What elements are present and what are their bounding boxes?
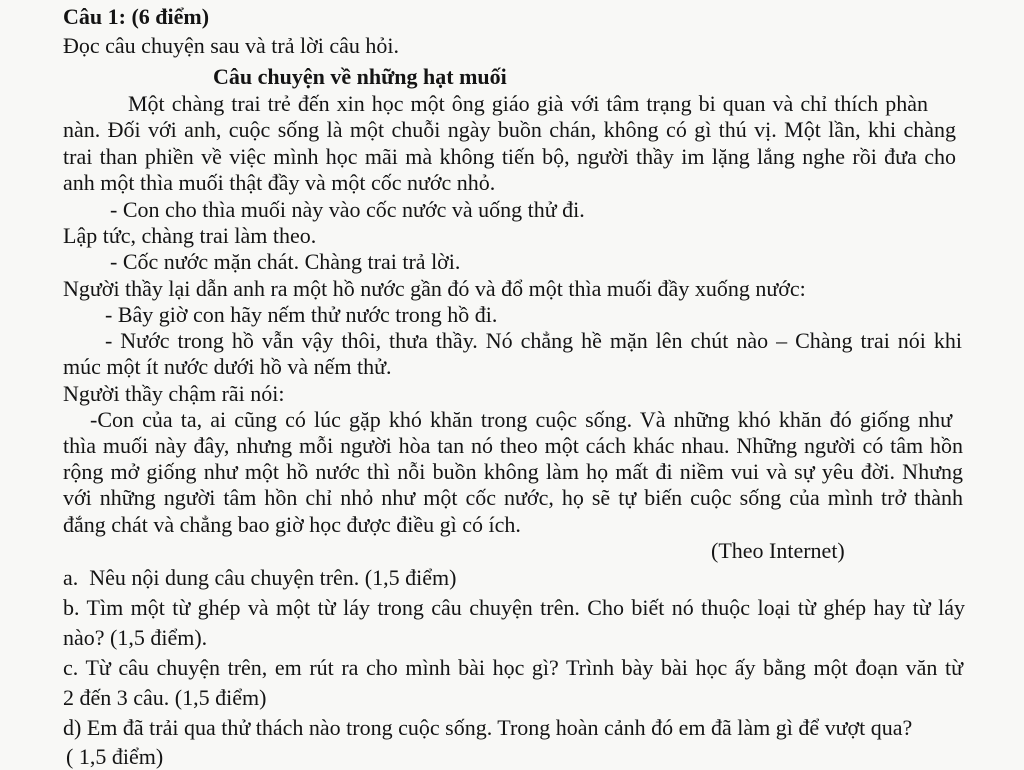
question-b: b. Tìm một từ ghép và một từ láy trong câu chuyện trên. Cho biết nó thuộc loại từ ghép hay từ láy — [63, 595, 965, 620]
story-dialogue-line: - Con cho thìa muối này vào cốc nước và uống thử đi. — [110, 197, 585, 222]
story-dialogue-line: - Cốc nước mặn chát. Chàng trai trả lời. — [110, 249, 461, 274]
story-line: Người thầy lại dẫn anh ra một hồ nước gần đó và đổ một thìa muối đầy xuống nước: — [63, 276, 806, 301]
story-line: thìa muối này đây, nhưng mỗi người hòa tan nó theo một cách khác nhau. Những người có tâm hồn — [63, 433, 963, 458]
question-c-continuation: 2 đến 3 câu. (1,5 điểm) — [63, 685, 267, 710]
question-c: c. Từ câu chuyện trên, em rút ra cho mình bài học gì? Trình bày bài học ấy bằng một đoạn văn từ — [63, 655, 963, 680]
story-line: múc một ít nước dưới hồ và nếm thử. — [63, 354, 392, 379]
story-dialogue-line: -Con của ta, ai cũng có lúc gặp khó khăn trong cuộc sống. Và những khó khăn đó giống như — [90, 407, 952, 432]
story-line: đắng chát và chẳng bao giờ học được điều gì có ích. — [63, 512, 521, 537]
story-title: Câu chuyện về những hạt muối — [213, 64, 507, 89]
instruction-text: Đọc câu chuyện sau và trả lời câu hỏi. — [63, 33, 400, 58]
story-line: trai than phiền về việc mình học mãi mà không tiến bộ, người thầy im lặng lắng nghe rồi đưa cho — [63, 144, 956, 169]
question-b-continuation: nào? (1,5 điểm). — [63, 625, 208, 650]
story-dialogue-line: - Nước trong hồ vẫn vậy thôi, thưa thầy. Nó chẳng hề mặn lên chút nào – Chàng trai nói khi — [105, 328, 962, 353]
story-line: nàn. Đối với anh, cuộc sống là một chuỗi ngày buồn chán, không có gì thú vị. Một lần, khi chàng — [63, 117, 956, 142]
story-line: Người thầy chậm rãi nói: — [63, 381, 285, 406]
story-dialogue-line: - Bây giờ con hãy nếm thử nước trong hồ đi. — [105, 302, 498, 327]
question-d: d) Em đã trải qua thử thách nào trong cuộc sống. Trong hoàn cảnh đó em đã làm gì để vượt qua? — [63, 715, 913, 740]
story-line: Một chàng trai trẻ đến xin học một ông giáo già với tâm trạng bi quan và chỉ thích phàn — [128, 91, 928, 116]
story-line: Lập tức, chàng trai làm theo. — [63, 223, 317, 248]
question-a: a. Nêu nội dung câu chuyện trên. (1,5 điểm) — [63, 565, 457, 590]
story-source: (Theo Internet) — [711, 538, 845, 563]
question-heading: Câu 1: (6 điểm) — [63, 4, 210, 29]
story-line: anh một thìa muối thật đầy và một cốc nước nhỏ. — [63, 170, 496, 195]
story-line: rộng mở giống như một hồ nước thì nỗi buồn không làm họ mất đi niềm vui và sự yêu đời. Nhưng — [63, 459, 963, 484]
question-d-continuation: ( 1,5 điểm) — [66, 744, 164, 769]
story-line: với những người tâm hồn chỉ nhỏ như một cốc nước, họ sẽ tự biến cuộc sống của mình trở thành — [63, 485, 963, 510]
